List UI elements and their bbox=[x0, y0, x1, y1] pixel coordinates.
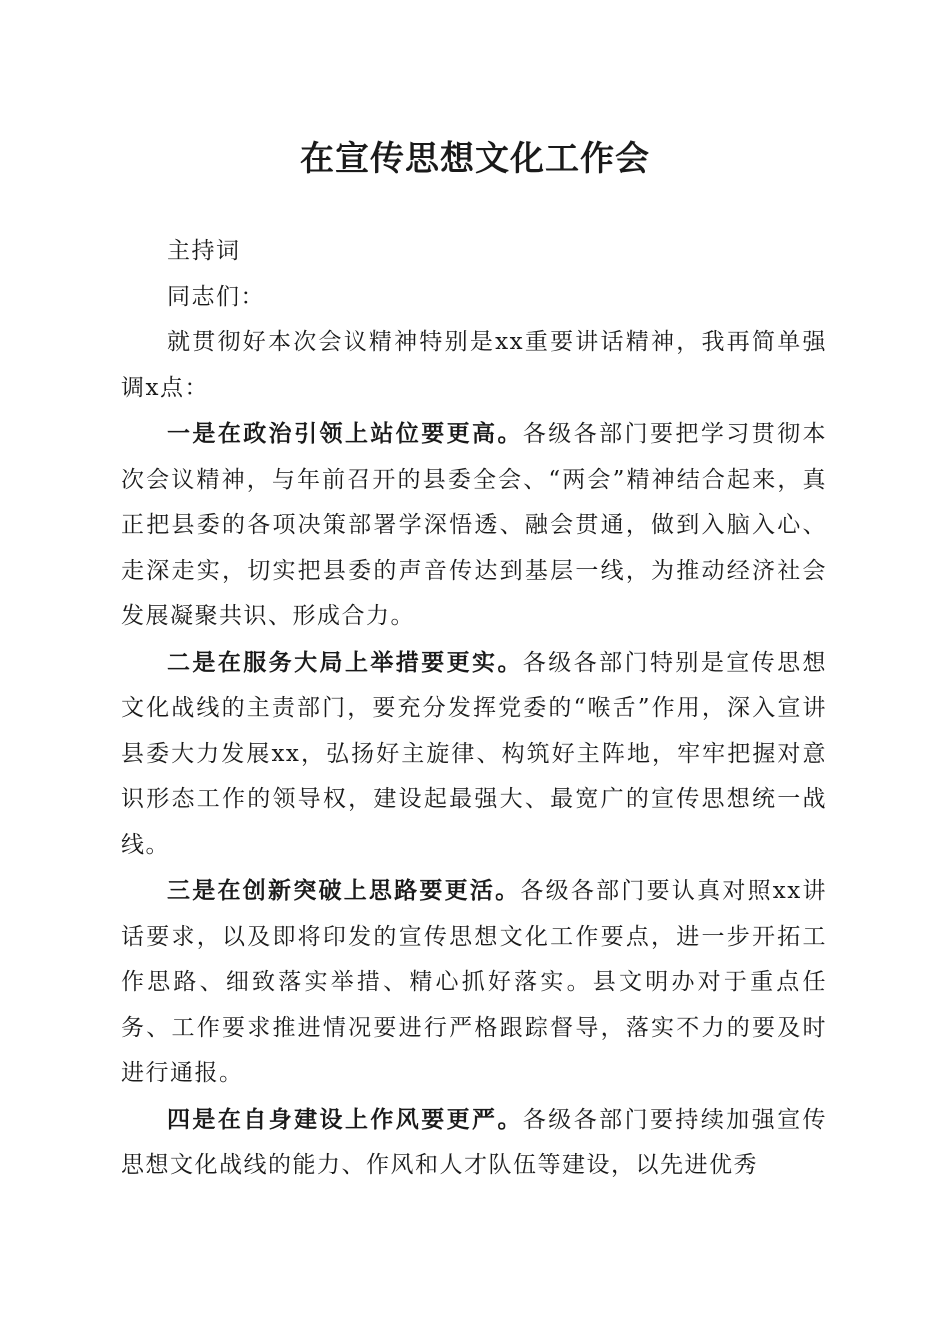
salutation: 同志们： bbox=[167, 283, 265, 310]
point-text-4: 各级各部门要持续加强宣传思想文化战线的能力、作风和人才队伍等建设，以先进优秀 bbox=[121, 1106, 828, 1178]
intro-paragraph: 就贯彻好本次会议精神特别是xx重要讲话精神，我再简单强调x点： bbox=[121, 329, 827, 401]
point-lead-4: 四是在自身建设上作风要更严。 bbox=[167, 1105, 523, 1133]
point-paragraph-2 bbox=[121, 640, 827, 869]
point-text-3: 各级各部门要认真对照xx讲话要求，以及即将印发的宣传思想文化工作要点，进一步开拓工作思路、细致落实举措、精心抓好落实。县文明办对于重点任务、工作要求推进情况要进行严格跟踪督导，落实不力的要及时进行通报。 bbox=[121, 878, 827, 1086]
point-text-2: 各级各部门特别是宣传思想文化战线的主责部门，要充分发挥党委的“喉舌”作用，深入宣讲县委大力发展xx，弘扬好主旋律、构筑好主阵地，牢牢把握对意识形态工作的领导权，建设起最强大、最宽广的宣传思想统一战线。 bbox=[121, 649, 828, 858]
document-body bbox=[121, 229, 827, 1189]
point-lead-2: 二是在服务大局上举措要更实。 bbox=[167, 648, 523, 676]
point-lead-3: 三是在创新突破上思路要更活。 bbox=[167, 877, 521, 904]
opening-heading: 主持词 bbox=[167, 238, 241, 264]
point-paragraph-4 bbox=[121, 1097, 827, 1189]
point-lead-1: 一是在政治引领上站位要更高。 bbox=[167, 420, 523, 447]
point-text-1: 各级各部门要把学习贯彻本次会议精神，与年前召开的县委全会、“两会”精神结合起来，真正把县委的各项决策部署学深悟透、融会贯通，做到入脑入心、走深走实，切实把县委的声音传达到基层一线，为推动经济社会发展凝聚共识、形成合力。 bbox=[121, 421, 828, 629]
point-paragraph-3 bbox=[121, 868, 827, 1097]
point-paragraph-1 bbox=[121, 411, 827, 640]
document-title: 在宣传思想文化工作会 bbox=[300, 139, 650, 179]
